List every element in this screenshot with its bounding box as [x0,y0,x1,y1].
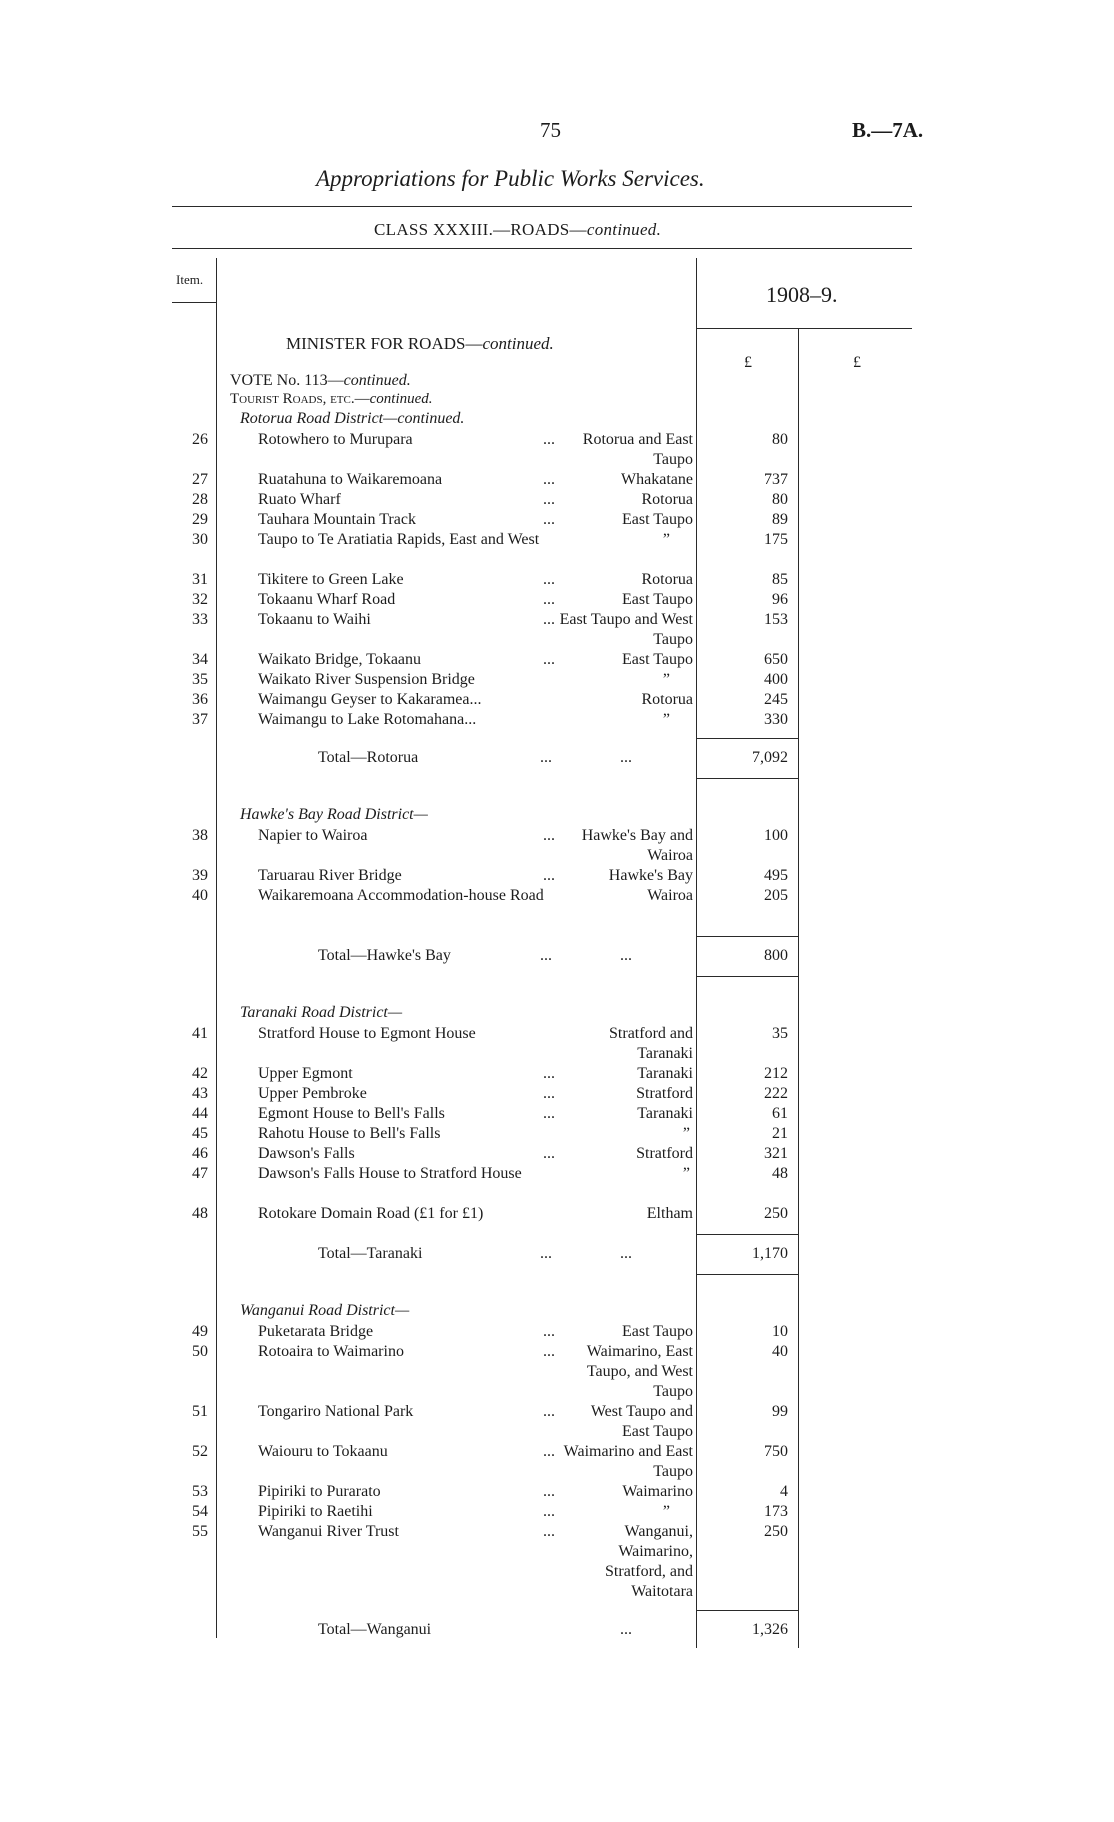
item-amount: 250 [764,1205,788,1222]
item-number: 32 [192,591,208,608]
item-number: 44 [192,1105,208,1122]
leader-dots: ... [543,431,555,448]
item-name: Rotoaira to Waimarino [258,1343,404,1360]
leader-dots: ... [543,1343,555,1360]
item-amount: 4 [780,1483,788,1500]
item-district: Taranaki [637,1065,693,1082]
leader-dots: ... [543,511,555,528]
item-number: 43 [192,1085,208,1102]
subtotal-rule [696,1234,798,1235]
item-district: Waimarino, East Taupo, and West Taupo [586,1343,693,1400]
item-amount: 250 [764,1523,788,1540]
class-heading [374,220,661,240]
year-header-rule [696,328,912,329]
item-district: ” [662,671,670,688]
item-name: Egmont House to Bell's Falls [258,1105,445,1122]
item-district: Wanganui, Waimarino, Stratford, and Waitotara [605,1523,693,1600]
total-rule [696,976,798,977]
item-name: Ruatahuna to Waikaremoana [258,471,443,488]
item-amount: 173 [764,1503,788,1520]
item-district: ” [682,1125,690,1142]
tourist-roads-continued: continued. [369,391,433,407]
item-number: 36 [192,691,208,708]
subtotal-rule [696,738,798,739]
item-district: Whakatane [621,471,693,488]
item-amount: 212 [764,1065,788,1082]
item-number: 50 [192,1343,208,1360]
item-district: ” [662,711,670,728]
item-district: East Taupo [621,651,693,668]
item-number: 42 [192,1065,208,1082]
item-amount: 400 [764,671,788,688]
item-name: Pipiriki to Raetihi [258,1503,373,1520]
item-name: Tauhara Mountain Track [258,511,416,528]
leader-dots: ... [620,1245,632,1262]
amount-column-right-divider [798,328,799,1648]
item-amount: 85 [772,571,788,588]
item-number: 31 [192,571,208,588]
leader-dots: ... [543,1483,555,1500]
leader-dots: ... [543,651,555,668]
item-district: East Taupo [621,1323,693,1340]
amount-column-left-divider [696,258,697,1648]
total-label: Total—Rotorua [318,749,419,766]
item-number: 39 [192,867,208,884]
leader-dots: ... [543,611,555,628]
leader-dots: ... [543,867,555,884]
page-title: Appropriations for Public Works Services. [316,166,705,191]
item-number: 37 [192,711,208,728]
item-amount: 80 [772,431,788,448]
item-amount: 80 [772,491,788,508]
item-district: Hawke's Bay and Wairoa [581,827,693,864]
total-rule [696,1274,798,1275]
item-amount: 245 [764,691,788,708]
item-amount: 321 [764,1145,788,1162]
item-number: 40 [192,887,208,904]
leader-dots: ... [620,947,632,964]
item-number: 45 [192,1125,208,1142]
item-amount: 21 [772,1125,788,1142]
item-district: Taranaki [637,1105,693,1122]
item-name: Tokaanu Wharf Road [258,591,396,608]
item-number: 52 [192,1443,208,1460]
item-amount: 40 [772,1343,788,1360]
item-amount: 100 [764,827,788,844]
leader-dots: ... [543,1403,555,1420]
item-amount: 750 [764,1443,788,1460]
item-number: 33 [192,611,208,628]
total-amount: 1,326 [752,1621,788,1638]
title-rule [172,206,912,207]
vote-heading-main: VOTE No. 113— [230,372,344,389]
item-number: 30 [192,531,208,548]
item-name: Taupo to Te Aratiatia Rapids, East and West [258,531,540,548]
document-reference: B.—7A. [852,118,924,142]
item-name: Ruato Wharf [258,491,341,508]
item-district: Stratford and Taranaki [609,1025,693,1062]
item-name: Rahotu House to Bell's Falls [258,1125,441,1142]
leader-dots: ... [543,591,555,608]
item-number: 29 [192,511,208,528]
item-district: Rotorua [641,491,693,508]
district-heading-wanganui: Wanganui Road District— [240,1302,410,1319]
item-district: Rotorua [641,691,693,708]
item-amount: 205 [764,887,788,904]
leader-dots: ... [543,827,555,844]
leader-dots: ... [620,749,632,766]
item-district: ” [662,1503,670,1520]
item-district: East Taupo and West Taupo [559,611,693,648]
item-amount: 175 [764,531,788,548]
item-name: Pipiriki to Purarato [258,1483,381,1500]
item-column-divider [216,258,217,1638]
leader-dots: ... [543,1085,555,1102]
item-number: 51 [192,1403,208,1420]
item-name: Tongariro National Park [258,1403,414,1420]
total-amount: 1,170 [752,1245,788,1262]
leader-dots: ... [543,1523,555,1540]
leader-dots: ... [543,491,555,508]
item-amount: 89 [772,511,788,528]
item-number: 27 [192,471,208,488]
minister-heading-main: MINISTER FOR ROADS— [286,334,483,353]
leader-dots: ... [543,1065,555,1082]
currency-label-2: £ [853,354,861,371]
item-amount: 153 [764,611,788,628]
district-heading-hawkes-bay: Hawke's Bay Road District— [240,806,428,823]
leader-dots: ... [543,471,555,488]
currency-label-1: £ [744,354,752,371]
item-district: Waimarino [622,1483,693,1500]
item-name: Waikato River Suspension Bridge [258,671,475,688]
leader-dots: ... [543,1145,555,1162]
leader-dots: ... [620,1621,632,1638]
district-heading-taranaki: Taranaki Road District— [240,1004,403,1021]
item-district: ” [682,1165,690,1182]
item-district: Rotorua and East Taupo [582,431,693,468]
item-district: Stratford [636,1085,693,1102]
item-amount: 495 [764,867,788,884]
item-amount: 10 [772,1323,788,1340]
leader-dots: ... [543,1323,555,1340]
item-amount: 330 [764,711,788,728]
leader-dots: ... [543,1503,555,1520]
item-amount: 35 [772,1025,788,1042]
item-amount: 48 [772,1165,788,1182]
item-name: Upper Egmont [258,1065,353,1082]
leader-dots: ... [543,1443,555,1460]
item-name: Taruarau River Bridge [258,867,402,884]
item-name: Upper Pembroke [258,1085,367,1102]
item-number: 28 [192,491,208,508]
item-name: Napier to Wairoa [258,827,368,844]
item-name: Waimangu to Lake Rotomahana... [258,711,477,728]
item-number: 35 [192,671,208,688]
subtotal-rule [696,936,798,937]
minister-heading-continued: continued. [482,334,554,353]
total-rule [696,778,798,779]
item-name: Dawson's Falls House to Stratford House [258,1165,522,1182]
total-amount: 800 [764,947,788,964]
item-name: Stratford House to Egmont House [258,1025,476,1042]
vote-heading-continued: continued. [343,372,411,389]
item-name: Waiouru to Tokaanu [258,1443,388,1460]
item-amount: 99 [772,1403,788,1420]
item-number: 34 [192,651,208,668]
item-name: Dawson's Falls [258,1145,355,1162]
item-number: 26 [192,431,208,448]
item-number: 47 [192,1165,208,1182]
leader-dots: ... [540,947,552,964]
subtotal-rule [696,1610,798,1611]
district-heading-rotorua: Rotorua Road District—continued. [240,410,465,427]
leader-dots: ... [540,1245,552,1262]
item-amount: 222 [764,1085,788,1102]
item-number: 53 [192,1483,208,1500]
item-name: Waimangu Geyser to Kakaramea... [258,691,482,708]
item-district: Hawke's Bay [608,867,693,884]
item-number: 49 [192,1323,208,1340]
total-label: Total—Hawke's Bay [318,947,451,964]
item-name: Tikitere to Green Lake [258,571,404,588]
item-amount: 737 [764,471,788,488]
item-name: Waikaremoana Accommodation-house Road [258,887,544,904]
total-amount: 7,092 [752,749,788,766]
class-heading-continued: continued. [586,220,662,239]
item-name: Rotokare Domain Road (£1 for £1) [258,1205,484,1222]
item-name: Rotowhero to Murupara [258,431,413,448]
item-number: 46 [192,1145,208,1162]
total-label: Total—Wanganui [318,1621,432,1638]
item-amount: 61 [772,1105,788,1122]
item-district: ” [662,531,670,548]
item-district: East Taupo [621,511,693,528]
item-column-header: Item. [176,272,204,287]
item-number: 55 [192,1523,208,1540]
leader-dots: ... [543,1105,555,1122]
item-district: Waimarino and East Taupo [563,1443,693,1480]
item-amount: 96 [772,591,788,608]
item-number: 38 [192,827,208,844]
item-district: Eltham [646,1205,693,1222]
item-amount: 650 [764,651,788,668]
item-header-rule [172,302,216,303]
item-district: West Taupo and East Taupo [590,1403,693,1440]
item-district: East Taupo [621,591,693,608]
item-district: Rotorua [641,571,693,588]
tourist-roads-heading [230,391,433,408]
table-top-rule [172,248,912,249]
item-name: Waikato Bridge, Tokaanu [258,651,422,668]
item-number: 41 [192,1025,208,1042]
tourist-roads-main: Tourist Roads, etc.— [230,391,370,407]
minister-heading [286,334,554,354]
item-district: Wairoa [647,887,693,904]
class-heading-main: CLASS XXXIII.—ROADS— [374,220,587,239]
leader-dots: ... [543,571,555,588]
year-column-header: 1908–9. [766,282,838,307]
item-number: 48 [192,1205,208,1222]
item-name: Tokaanu to Waihi [258,611,371,628]
leader-dots: ... [540,749,552,766]
total-label: Total—Taranaki [318,1245,423,1262]
page-number: 75 [540,118,561,142]
item-name: Wanganui River Trust [258,1523,399,1540]
vote-heading [230,372,411,390]
item-name: Puketarata Bridge [258,1323,374,1340]
item-number: 54 [192,1503,208,1520]
item-district: Stratford [636,1145,693,1162]
